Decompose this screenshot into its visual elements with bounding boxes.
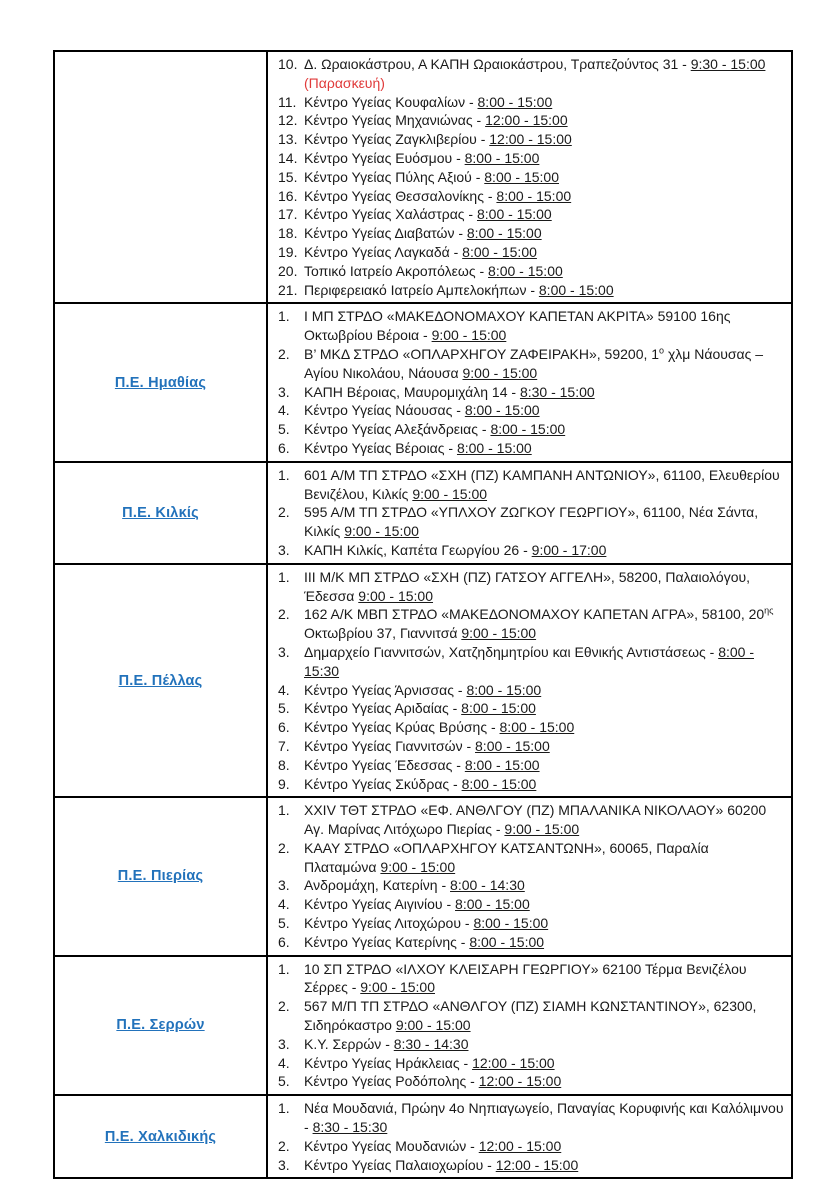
item-hours: 8:00 - 15:00 xyxy=(466,225,542,242)
item-text xyxy=(302,466,785,504)
site-list-item xyxy=(274,111,785,130)
item-name-text: Β’ ΜΚΔ ΣΤΡΔΟ «ΟΠΛΑΡΧΗΓΟΥ ΖΑΦΕΙΡΑΚΗ», 59200, 1 xyxy=(304,345,660,362)
item-text xyxy=(302,307,785,345)
item-hours: 8:30 - 14:30 xyxy=(393,1035,469,1052)
item-hours: 8:00 - 15:00 xyxy=(473,915,549,932)
site-list-item xyxy=(274,718,785,737)
item-hours: 12:00 - 15:00 xyxy=(495,1156,579,1173)
item-number: 3. xyxy=(278,643,290,660)
item-number: 14. xyxy=(278,149,298,166)
region-label: Π.Ε. Σερρών xyxy=(116,1017,205,1034)
site-list-item xyxy=(274,187,785,206)
item-number: 3. xyxy=(278,541,290,558)
site-list-item xyxy=(274,1054,785,1073)
item-text xyxy=(302,737,785,756)
item-name-text: Κέντρο Υγείας Μηχανιώνας - xyxy=(304,112,486,129)
item-text xyxy=(302,130,785,149)
health-centers-table-body xyxy=(54,51,792,1178)
item-text xyxy=(302,801,785,839)
item-text xyxy=(302,568,785,606)
region-label: Π.Ε. Ημαθίας xyxy=(114,374,207,391)
item-number: 2. xyxy=(278,606,290,623)
item-hours: 8:00 - 15:00 xyxy=(477,93,553,110)
site-list-item xyxy=(274,383,785,402)
item-text xyxy=(302,960,785,998)
region-label: Π.Ε. Πιερίας xyxy=(117,868,204,885)
item-name-text: Τοπικό Ιατρείο Ακροπόλεως - xyxy=(304,262,489,279)
item-text xyxy=(302,775,785,794)
site-list-item xyxy=(274,420,785,439)
item-hours: 9:00 - 15:00 xyxy=(504,821,580,838)
item-text xyxy=(302,262,785,281)
item-number: 12. xyxy=(278,112,298,129)
item-hours: 8:00 - 15:00 xyxy=(476,206,552,223)
item-name-text: Δημαρχείο Γιαννιτσών, Χατζηδημητρίου και Εθνικής Αντιστάσεως - xyxy=(304,643,719,660)
item-number: 13. xyxy=(278,131,298,148)
site-list-item xyxy=(274,801,785,839)
item-name-text: Κέντρο Υγείας Άρνισσας - xyxy=(304,681,467,698)
region-sites-list xyxy=(274,1099,785,1174)
item-number: 20. xyxy=(278,262,298,279)
item-number: 4. xyxy=(278,896,290,913)
item-name-text: χλμ Νάουσας – Αγίου Νικολάου, Νάουσα xyxy=(304,345,764,381)
item-number: 1. xyxy=(278,1100,290,1117)
site-list-item xyxy=(274,839,785,877)
item-number: 5. xyxy=(278,915,290,932)
item-name-text: Ι ΜΠ ΣΤΡΔΟ «ΜΑΚΕΔΟΝΟΜΑΧΟΥ ΚΑΠΕΤΑΝ ΑΚΡΙΤΑ» 59100 16ης Οκτωβρίου Βέροια - xyxy=(304,308,731,344)
item-name-text: Κέντρο Υγείας Παλαιοχωρίου - xyxy=(304,1156,496,1173)
item-hours: 8:00 - 15:00 xyxy=(496,187,572,204)
region-label-cell xyxy=(54,303,267,461)
region-sites-cell xyxy=(267,797,792,955)
item-number: 1. xyxy=(278,308,290,325)
item-text xyxy=(302,93,785,112)
item-name-text: 162 Α/Κ ΜΒΠ ΣΤΡΔΟ «ΜΑΚΕΔΟΝΟΜΑΧΟΥ ΚΑΠΕΤΑΝ ΑΓΡΑ», 58100, 20 xyxy=(304,606,765,623)
item-name-text: Κέντρο Υγείας Αλεξάνδρειας - xyxy=(304,421,491,438)
region-sites-list xyxy=(274,55,785,299)
item-name-text: 601 Α/Μ ΤΠ ΣΤΡΔΟ «ΣΧΗ (ΠΖ) ΚΑΜΠΑΝΗ ΑΝΤΩΝΙΟΥ», 61100, Ελευθερίου Βενιζέλου, Κιλκίς xyxy=(304,466,780,502)
item-text xyxy=(302,605,785,643)
item-number: 5. xyxy=(278,700,290,717)
site-list-item xyxy=(274,1137,785,1156)
item-text xyxy=(302,933,785,952)
site-list-item xyxy=(274,1035,785,1054)
site-list-item xyxy=(274,933,785,952)
item-hours: 8:00 - 15:00 xyxy=(469,933,545,950)
site-list-item xyxy=(274,243,785,262)
item-name-text: Κέντρο Υγείας Σκύδρας - xyxy=(304,775,462,792)
item-number: 7. xyxy=(278,737,290,754)
item-hours: 8:30 - 15:30 xyxy=(312,1119,388,1136)
item-text xyxy=(302,1054,785,1073)
item-number: 18. xyxy=(278,225,298,242)
item-text xyxy=(302,149,785,168)
item-name-text: Κέντρο Υγείας Γιαννιτσών - xyxy=(304,737,476,754)
region-label: Π.Ε. Πέλλας xyxy=(118,672,203,689)
item-number: 8. xyxy=(278,756,290,773)
site-list-item xyxy=(274,643,785,681)
item-name-text: Κ.Υ. Σερρών - xyxy=(304,1035,394,1052)
item-text xyxy=(302,503,785,541)
item-number: 6. xyxy=(278,439,290,456)
item-text xyxy=(302,345,785,383)
item-name-text: ΚΑΑΥ ΣΤΡΔΟ «ΟΠΛΑΡΧΗΓΟΥ ΚΑΤΣΑΝΤΩΝΗ», 60065, Παραλία Πλαταμώνα xyxy=(304,839,709,875)
item-number: 1. xyxy=(278,568,290,585)
item-hours: 8:00 - 15:00 xyxy=(475,737,550,754)
item-name-text: Οκτωβρίου 37, Γιαννιτσά xyxy=(304,625,462,642)
item-text xyxy=(302,187,785,206)
site-list-item xyxy=(274,1156,785,1175)
item-hours: 12:00 - 15:00 xyxy=(489,131,572,148)
site-list-item xyxy=(274,439,785,458)
item-hours: 12:00 - 15:00 xyxy=(478,1073,562,1090)
item-text xyxy=(302,839,785,877)
site-list-item xyxy=(274,699,785,718)
item-number: 2. xyxy=(278,839,290,856)
item-number: 6. xyxy=(278,719,290,736)
item-number: 1. xyxy=(278,466,290,483)
item-number: 5. xyxy=(278,421,290,438)
site-list-item xyxy=(274,149,785,168)
item-hours: 8:00 - 15:00 xyxy=(488,262,563,279)
region-row xyxy=(54,1095,792,1178)
item-text xyxy=(302,1137,785,1156)
item-number: 3. xyxy=(278,877,290,894)
item-number: 15. xyxy=(278,168,298,185)
site-list-item xyxy=(274,93,785,112)
item-hours: 8:00 - 15:00 xyxy=(461,775,537,792)
region-sites-list xyxy=(274,801,785,951)
item-name-text: Κέντρο Υγείας Ηράκλειας - xyxy=(304,1054,473,1071)
item-number: 16. xyxy=(278,187,298,204)
item-name-text: Κέντρο Υγείας Λαγκαδά - xyxy=(304,243,463,260)
site-list-item xyxy=(274,55,785,93)
item-hours: 8:00 - 15:00 xyxy=(464,402,540,419)
item-hours: 9:00 - 15:00 xyxy=(360,979,435,996)
item-number: 10. xyxy=(278,56,298,72)
item-name-text: XXIV ΤΘΤ ΣΤΡΔΟ «ΕΦ. ΑΝΘΛΓΟΥ (ΠΖ) ΜΠΑΛΑΝΙΚΑ ΝΙΚΟΛΑΟΥ» 60200 Αγ. Μαρίνας Λιτόχωρο Πιερίας - xyxy=(304,802,767,838)
item-hours: 8:00 - 15:00 xyxy=(466,681,542,698)
region-row xyxy=(54,956,792,1096)
item-name-text: Κέντρο Υγείας Κουφαλίων - xyxy=(304,93,478,110)
region-label-cell xyxy=(54,51,267,303)
site-list-item xyxy=(274,401,785,420)
item-name-text: 10 ΣΠ ΣΤΡΔΟ «ΙΛΧΟΥ ΚΛΕΙΣΑΡΗ ΓΕΩΡΓΙΟΥ» 62100 Τέρμα Βενιζέλου Σέρρες - xyxy=(304,960,747,996)
region-label-cell xyxy=(54,1095,267,1178)
item-hours: 9:00 - 15:00 xyxy=(358,587,434,604)
site-list-item xyxy=(274,914,785,933)
item-name-text: Κέντρο Υγείας Διαβατών - xyxy=(304,225,467,242)
item-hours: 8:00 - 15:30 xyxy=(304,643,754,679)
region-label-cell xyxy=(54,462,267,564)
item-hours: 8:00 - 15:00 xyxy=(455,896,530,913)
item-text xyxy=(302,401,785,420)
item-number: 4. xyxy=(278,681,290,698)
item-text xyxy=(302,420,785,439)
region-sites-cell xyxy=(267,462,792,564)
item-hours: 9:00 - 15:00 xyxy=(461,625,537,642)
item-hours: 8:00 - 15:00 xyxy=(484,168,559,185)
site-list-item xyxy=(274,997,785,1035)
item-name-text: Κέντρο Υγείας Αιγινίου - xyxy=(304,896,456,913)
item-text xyxy=(302,1035,785,1054)
item-hours: 12:00 - 15:00 xyxy=(472,1054,555,1071)
item-text xyxy=(302,541,785,560)
region-row xyxy=(54,462,792,564)
item-text xyxy=(302,681,785,700)
item-hours: 12:00 - 15:00 xyxy=(478,1137,562,1154)
health-centers-table xyxy=(53,50,793,1179)
item-hours: 9:00 - 17:00 xyxy=(531,541,607,558)
item-text xyxy=(302,699,785,718)
item-number: 3. xyxy=(278,1035,290,1052)
region-sites-list xyxy=(274,307,785,457)
item-hours: 12:00 - 15:00 xyxy=(485,112,568,129)
item-text xyxy=(302,1099,785,1137)
item-number: 2. xyxy=(278,998,290,1015)
region-sites-list xyxy=(274,568,785,794)
site-list-item xyxy=(274,541,785,560)
site-list-item xyxy=(274,224,785,243)
item-name-text: ΚΑΠΗ Κιλκίς, Καπέτα Γεωργίου 26 - xyxy=(304,541,532,558)
item-name-text: Κέντρο Υγείας Λιτοχώρου - xyxy=(304,915,474,932)
item-number: 3. xyxy=(278,383,290,400)
item-name-text: Δ. Ωραιοκάστρου, Α ΚΑΠΗ Ωραιοκάστρου, Τραπεζούντος 31 - xyxy=(304,56,691,72)
item-hours: 8:00 - 14:30 xyxy=(450,877,525,894)
item-name-text: ης xyxy=(764,605,774,616)
site-list-item xyxy=(274,262,785,281)
item-text xyxy=(302,643,785,681)
site-list-item xyxy=(274,503,785,541)
item-name-text: 595 Α/Μ ΤΠ ΣΤΡΔΟ «ΥΠΛΧΟΥ ΖΩΓΚΟΥ ΓΕΩΡΓΙΟΥ», 61100, Νέα Σάντα, Κιλκίς xyxy=(304,504,759,540)
item-name-text: Κέντρο Υγείας Έδεσσας - xyxy=(304,756,465,773)
item-text xyxy=(302,168,785,187)
item-text xyxy=(302,205,785,224)
region-sites-cell xyxy=(267,51,792,303)
region-sites-cell xyxy=(267,564,792,798)
site-list-item xyxy=(274,345,785,383)
region-label-cell xyxy=(54,797,267,955)
region-label: Π.Ε. Κιλκίς xyxy=(122,504,199,521)
item-number: 4. xyxy=(278,402,290,419)
item-text xyxy=(302,876,785,895)
item-number: 1. xyxy=(278,960,290,977)
site-list-item xyxy=(274,307,785,345)
site-list-item xyxy=(274,876,785,895)
region-sites-list xyxy=(274,466,785,560)
item-text xyxy=(302,281,785,300)
site-list-item xyxy=(274,960,785,998)
region-sites-list xyxy=(274,960,785,1092)
item-name-text: ΚΑΠΗ Βέροιας, Μαυρομιχάλη 14 - xyxy=(304,383,520,400)
item-text xyxy=(302,383,785,402)
item-text xyxy=(302,718,785,737)
region-row xyxy=(54,51,792,303)
item-number: 9. xyxy=(278,775,290,792)
item-text xyxy=(302,439,785,458)
region-row xyxy=(54,303,792,461)
item-hours: 9:00 - 15:00 xyxy=(395,1017,471,1034)
item-name-text: Νέα Μουδανιά, Πρώην 4ο Νηπιαγωγείο, Παναγίας Κορυφινής και Καλόλιμνου - xyxy=(304,1100,784,1136)
site-list-item xyxy=(274,568,785,606)
item-hours: 8:30 - 15:00 xyxy=(519,383,595,400)
site-list-item xyxy=(274,895,785,914)
item-hours: 8:00 - 15:00 xyxy=(456,439,532,456)
item-number: 4. xyxy=(278,1054,290,1071)
item-name-text: Κέντρο Υγείας Ευόσμου - xyxy=(304,149,465,166)
item-hours: 8:00 - 15:00 xyxy=(462,243,537,260)
item-hours: 9:00 - 15:00 xyxy=(412,485,488,502)
region-sites-cell xyxy=(267,956,792,1096)
region-sites-cell xyxy=(267,303,792,461)
site-list-item xyxy=(274,281,785,300)
item-hours: 9:30 - 15:00 xyxy=(690,56,766,72)
region-label: Π.Ε. Χαλκιδικής xyxy=(104,1128,217,1145)
region-label-cell xyxy=(54,564,267,798)
item-hours: 8:00 - 15:00 xyxy=(499,719,575,736)
site-list-item xyxy=(274,737,785,756)
item-name-text: Κέντρο Υγείας Μουδανιών - xyxy=(304,1137,479,1154)
item-text xyxy=(302,756,785,775)
site-list-item xyxy=(274,1072,785,1091)
item-number: 19. xyxy=(278,243,298,260)
site-list-item xyxy=(274,756,785,775)
item-name-text: Κέντρο Υγείας Βέροιας - xyxy=(304,439,457,456)
site-list-item xyxy=(274,466,785,504)
item-text xyxy=(302,111,785,130)
item-text xyxy=(302,224,785,243)
site-list-item xyxy=(274,205,785,224)
item-name-text: Κέντρο Υγείας Ροδόπολης - xyxy=(304,1073,479,1090)
region-sites-cell xyxy=(267,1095,792,1178)
item-hours: 8:00 - 15:00 xyxy=(538,281,614,298)
item-hours: 9:00 - 15:00 xyxy=(344,523,419,540)
item-name-text: Κέντρο Υγείας Πύλης Αξιού - xyxy=(304,168,485,185)
site-list-item xyxy=(274,1099,785,1137)
item-hours: 8:00 - 15:00 xyxy=(461,700,536,717)
item-number: 2. xyxy=(278,345,290,362)
site-list-item xyxy=(274,681,785,700)
item-hours: 8:00 - 15:00 xyxy=(464,756,540,773)
item-name-text: Κέντρο Υγείας Κρύας Βρύσης - xyxy=(304,719,500,736)
site-list-item xyxy=(274,168,785,187)
item-name-text: Περιφερειακό Ιατρείο Αμπελοκήπων - xyxy=(304,281,539,298)
item-name-text: ΙΙΙ Μ/Κ ΜΠ ΣΤΡΔΟ «ΣΧΗ (ΠΖ) ΓΑΤΣΟΥ ΑΓΓΕΛΗ», 58200, Παλαιολόγου, Έδεσσα xyxy=(304,568,751,604)
item-name-text: ο xyxy=(659,345,665,356)
item-number: 2. xyxy=(278,504,290,521)
item-name-text: Κέντρο Υγείας Κατερίνης - xyxy=(304,933,470,950)
item-number: 11. xyxy=(278,93,297,110)
item-name-text: Κέντρο Υγείας Χαλάστρας - xyxy=(304,206,477,223)
item-text xyxy=(302,914,785,933)
item-text xyxy=(302,1072,785,1091)
site-list-item xyxy=(274,130,785,149)
item-text xyxy=(302,55,785,93)
item-name-text: Κέντρο Υγείας Ζαγκλιβερίου - xyxy=(304,131,490,148)
item-day-note: (Παρασκευή) xyxy=(304,74,385,91)
item-name-text: 567 Μ/Π ΤΠ ΣΤΡΔΟ «ΑΝΘΛΓΟΥ (ΠΖ) ΣΙΑΜΗ ΚΩΝΣΤΑΝΤΙΝΟΥ», 62300, Σιδηρόκαστρο xyxy=(304,998,757,1034)
item-text xyxy=(302,1156,785,1175)
item-name-text: Κέντρο Υγείας Αριδαίας - xyxy=(304,700,462,717)
site-list-item xyxy=(274,605,785,643)
item-number: 1. xyxy=(278,802,290,819)
item-text xyxy=(302,243,785,262)
item-number: 2. xyxy=(278,1137,290,1154)
item-number: 3. xyxy=(278,1156,290,1173)
item-text xyxy=(302,997,785,1035)
item-hours: 8:00 - 15:00 xyxy=(464,149,540,166)
item-number: 6. xyxy=(278,933,290,950)
item-name-text: Κέντρο Υγείας Θεσσαλονίκης - xyxy=(304,187,497,204)
item-number: 17. xyxy=(278,206,298,223)
item-text xyxy=(302,895,785,914)
region-row xyxy=(54,564,792,798)
region-row xyxy=(54,797,792,955)
item-number: 5. xyxy=(278,1073,290,1090)
site-list-item xyxy=(274,775,785,794)
item-hours: 8:00 - 15:00 xyxy=(490,421,566,438)
item-hours: 9:00 - 15:00 xyxy=(462,364,538,381)
item-name-text: Κέντρο Υγείας Νάουσας - xyxy=(304,402,465,419)
item-number: 21. xyxy=(278,281,298,298)
item-name-text: Ανδρομάχη, Κατερίνη - xyxy=(304,877,451,894)
item-hours: 9:00 - 15:00 xyxy=(380,858,456,875)
region-label-cell xyxy=(54,956,267,1096)
item-hours: 9:00 - 15:00 xyxy=(431,327,507,344)
